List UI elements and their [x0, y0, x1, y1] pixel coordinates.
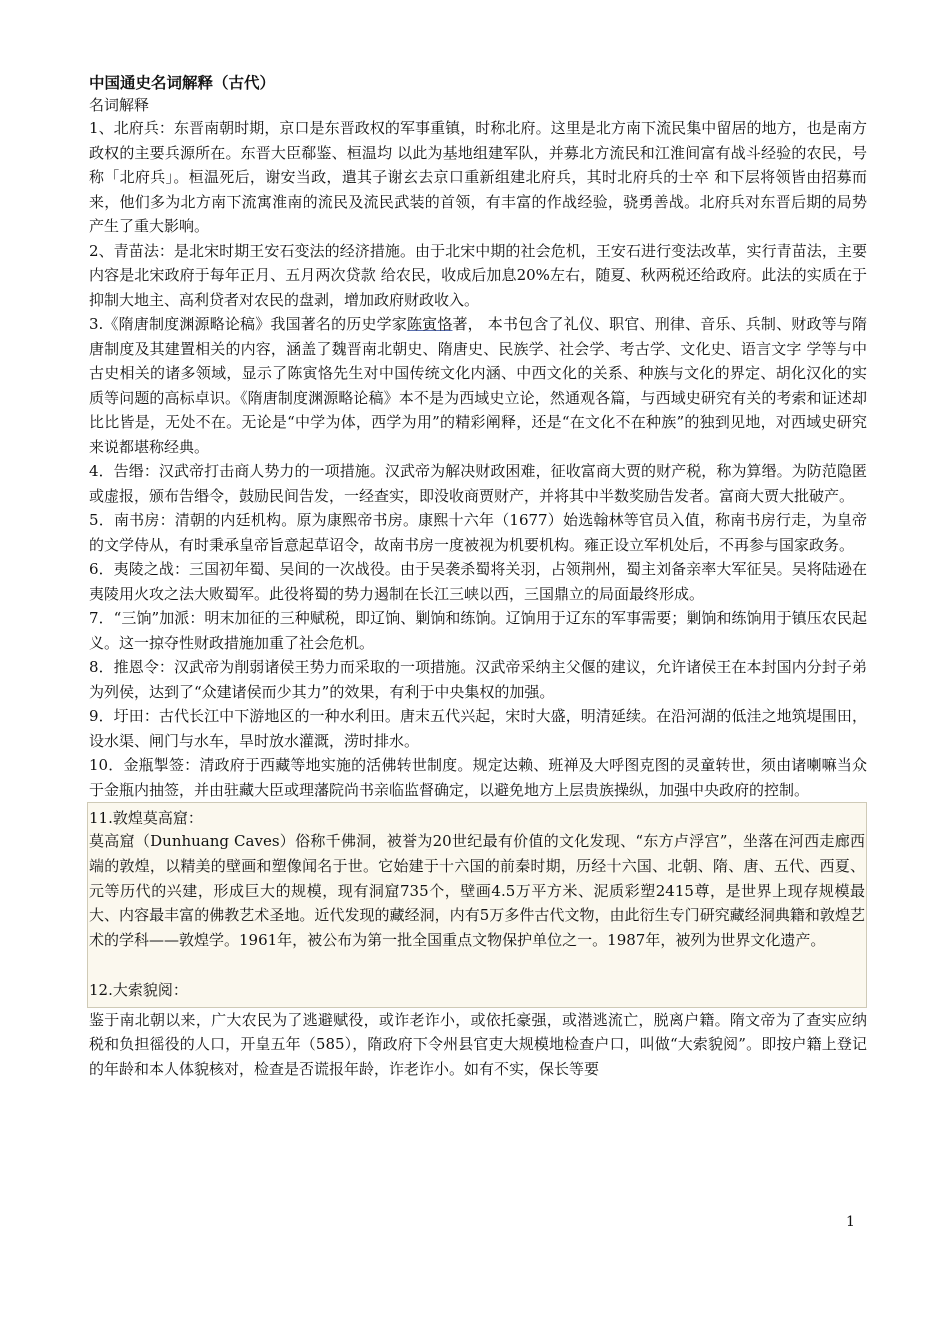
entry-paragraph: 7．“三饷”加派：明末加征的三种赋税，即辽饷、剿饷和练饷。辽饷用于辽东的军事需要；剿饷和练饷用于镇压农民起义。这一掠夺性财政措施加重了社会危机。 [89, 609, 867, 652]
section-subtitle: 名词解释 [89, 96, 150, 114]
entry-paragraph: 4．告缗：汉武帝打击商人势力的一项措施。汉武帝为解决财政困难，征收富商大贾的财产税，称为算缗。为防范隐匿或虚报，颁布告缗令，鼓励民间告发，一经查实，即没收商贾财产，并将其中半数奖励告发者。富商大贾大批破产。 [89, 462, 867, 505]
entry3-text: 3.《隋唐制度渊源略论稿》我国著名的历史学家 [89, 315, 407, 333]
entry11-body: 莫高窟（Dunhuang Caves）俗称千佛洞，被誉为20世纪最有价值的文化发现、“东方卢浮宫”，坐落在河西走廊西端的敦煌，以精美的壁画和塑像闻名于世。它始建于十六国的前秦时期，历经十六国、北朝、隋、唐、五代、西夏、元等历代的兴建，形成巨大的规模，现有洞窟735个，壁画4.5万平方米、泥质彩塑2415尊，是世界上现存规模最大、内容最丰富的佛教艺术圣地。近代发现的藏经洞，内有5万多件古代文物，由此衍生专门研究藏经洞典籍和敦煌艺术的学科——敦煌学。1961年，被公布为第一批全国重点文物保护单位之一。1987年，被列为世界文化遗产。 [89, 832, 865, 950]
entry11-heading: 11.敦煌莫高窟： [89, 809, 203, 827]
entry-paragraph: 10．金瓶掣签：清政府于西藏等地实施的活佛转世制度。规定达赖、班禅及大呼图克图的灵童转世，须由诸喇嘛当众于金瓶内抽签，并由驻藏大臣或理藩院尚书亲临监督确定，以避免地方上层贵族操纵，加强中央政府的控制。 [89, 756, 867, 799]
highlighted-entry-box [87, 802, 867, 1008]
entry-paragraph: 9．圩田：古代长江中下游地区的一种水利田。唐末五代兴起，宋时大盛，明清延续。在沿河湖的低洼之地筑堤围田，设水渠、闸门与水车，旱时放水灌溉，涝时排水。 [89, 707, 867, 750]
document-title: 中国通史名词解释（古代） [89, 73, 276, 92]
entry3-text-rest: 著， 本书包含了礼仪、职官、刑律、音乐、兵制、财政等与隋唐制度及其建置相关的内容，涵盖了魏晋南北朝史、隋唐史、民族学、社会学、考古学、文化史、语言文字 学等与中古史相关的诸多领域，显示了陈寅恪先生对中国传统文化内涵、中西文化的关系、种族与文化的界定、胡化汉化的实质等问题的高标卓识。《隋唐制度渊源略论稿》本不是为西域史立论，然通观各篇，与西域史研究有关的考索和证述却比比皆是，无处不在。无论是“中学为体，西学为用”的精彩阐释，还是“在文化不在种族”的独到见地，对西域史研究来说都堪称经典。 [89, 315, 867, 456]
document-page [89, 72, 867, 1081]
entry12-heading: 12.大索貌阅： [89, 980, 188, 999]
page-number: 1 [846, 1214, 855, 1230]
box-spacer [89, 953, 865, 979]
entry-paragraph: 1、北府兵：东晋南朝时期，京口是东晋政权的军事重镇，时称北府。这里是北方南下流民集中留居的地方，也是南方政权的主要兵源所在。东晋大臣郗鉴、桓温均 以此为基地组建军队，并募北方流民和江淮间富有战斗经验的农民，号称「北府兵」。桓温死后，谢安当政，遣其子谢玄去京口重新组建北府兵，其时北府兵的士卒 和下层将领皆由招募而来，他们多为北方南下流寓淮南的流民及流民武装的首领，有丰富的作战经验，骁勇善战。北府兵对东晋后期的局势产生了重大影响。 [89, 119, 867, 235]
entry12-body: 鉴于南北朝以来，广大农民为了逃避赋役，或诈老诈小，或依托豪强，或潜逃流亡，脱离户籍。隋文帝为了查实应纳税和负担徭役的人口，开皇五年（585），隋政府下令州县官吏大规模地检查户口，叫做“大索貌阅”。即按户籍上登记的年龄和本人体貌核对，检查是否谎报年龄，诈老诈小。如有不实，保长等要 [89, 1010, 867, 1078]
author-link[interactable]: 陈寅恪 [406, 315, 453, 333]
entry-paragraph: 5．南书房：清朝的内廷机构。原为康熙帝书房。康熙十六年（1677）始选翰林等官员入值，称南书房行走，为皇帝的文学侍从，有时秉承皇帝旨意起草诏令，故南书房一度被视为机要机构。雍正设立军机处后，不再参与国家政务。 [89, 511, 867, 554]
entry-paragraph [89, 312, 867, 459]
entry-paragraph: 6．夷陵之战：三国初年蜀、吴间的一次战役。由于吴袭杀蜀将关羽，占领荆州，蜀主刘备亲率大军征吴。吴将陆逊在夷陵用火攻之法大败蜀军。此役将蜀的势力遏制在长江三峡以西，三国鼎立的局面最终形成。 [89, 560, 867, 603]
entry-paragraph: 8．推恩令：汉武帝为削弱诸侯王势力而采取的一项措施。汉武帝采纳主父偃的建议，允许诸侯王在本封国内分封子弟为列侯，达到了“众建诸侯而少其力”的效果，有利于中央集权的加强。 [89, 658, 867, 701]
entry-paragraph: 2、青苗法：是北宋时期王安石变法的经济措施。由于北宋中期的社会危机，王安石进行变法改革，实行青苗法，主要内容是北宋政府于每年正月、五月两次贷款 给农民，收成后加息20%左右，随夏、秋两税还给政府。此法的实质在于抑制大地主、高利贷者对农民的盘剥，增加政府财政收入。 [89, 241, 867, 309]
